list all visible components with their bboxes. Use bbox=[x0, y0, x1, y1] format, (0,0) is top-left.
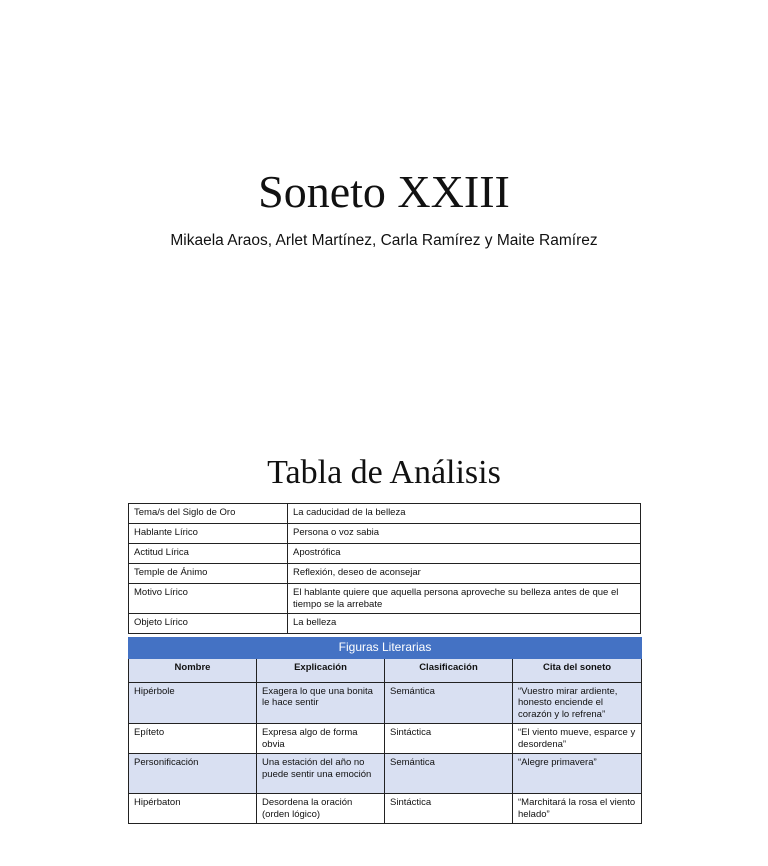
analysis-value: El hablante quiere que aquella persona aproveche su belleza antes de que el tiempo se la arrebate bbox=[288, 584, 641, 614]
table-row bbox=[129, 524, 641, 544]
figure-name: Epíteto bbox=[129, 724, 257, 754]
figure-explanation: Exagera lo que una bonita le hace sentir bbox=[257, 682, 385, 724]
analysis-value: Persona o voz sabia bbox=[288, 524, 641, 544]
analysis-value: La belleza bbox=[288, 614, 641, 634]
authors-line: Mikaela Araos, Arlet Martínez, Carla Ramírez y Maite Ramírez bbox=[170, 232, 598, 249]
analysis-value: Apostrófica bbox=[288, 544, 641, 564]
figure-name: Personificación bbox=[129, 754, 257, 794]
analysis-key: Temple de Ánimo bbox=[129, 564, 288, 584]
table-row bbox=[129, 682, 642, 724]
figure-name: Hipérbaton bbox=[129, 794, 257, 824]
analysis-key: Hablante Lírico bbox=[129, 524, 288, 544]
column-header: Explicación bbox=[257, 659, 385, 683]
figures-title-row bbox=[129, 638, 642, 659]
analysis-value: La caducidad de la belleza bbox=[288, 504, 641, 524]
figures-header-row bbox=[129, 659, 642, 683]
table-row bbox=[129, 504, 641, 524]
table-row bbox=[129, 754, 642, 794]
analysis-key: Actitud Lírica bbox=[129, 544, 288, 564]
table-row bbox=[129, 794, 642, 824]
table-row bbox=[129, 544, 641, 564]
column-header: Cita del soneto bbox=[513, 659, 642, 683]
table-row bbox=[129, 584, 641, 614]
document-title: Soneto XXIII bbox=[258, 166, 510, 217]
column-header: Clasificación bbox=[385, 659, 513, 683]
table-row bbox=[129, 724, 642, 754]
section-title: Tabla de Análisis bbox=[267, 454, 501, 491]
table-row bbox=[129, 614, 641, 634]
analysis-key: Motivo Lírico bbox=[129, 584, 288, 614]
figure-classification: Sintáctica bbox=[385, 724, 513, 754]
figure-explanation: Desordena la oración (orden lógico) bbox=[257, 794, 385, 824]
figure-classification: Semántica bbox=[385, 682, 513, 724]
figure-quote: “Vuestro mirar ardiente, honesto enciende el corazón y lo refrena” bbox=[513, 682, 642, 724]
figure-name: Hipérbole bbox=[129, 682, 257, 724]
analysis-key: Tema/s del Siglo de Oro bbox=[129, 504, 288, 524]
analysis-table bbox=[128, 503, 641, 634]
analysis-value: Reflexión, deseo de aconsejar bbox=[288, 564, 641, 584]
column-header: Nombre bbox=[129, 659, 257, 683]
figure-classification: Sintáctica bbox=[385, 794, 513, 824]
table-row bbox=[129, 564, 641, 584]
figure-quote: “Marchitará la rosa el viento helado” bbox=[513, 794, 642, 824]
figure-classification: Semántica bbox=[385, 754, 513, 794]
figure-explanation: Expresa algo de forma obvia bbox=[257, 724, 385, 754]
analysis-key: Objeto Lírico bbox=[129, 614, 288, 634]
figure-quote: “El viento mueve, esparce y desordena” bbox=[513, 724, 642, 754]
figure-quote: “Alegre primavera” bbox=[513, 754, 642, 794]
figures-title: Figuras Literarias bbox=[129, 638, 642, 659]
figure-explanation: Una estación del año no puede sentir una emoción bbox=[257, 754, 385, 794]
figures-table bbox=[128, 637, 642, 824]
